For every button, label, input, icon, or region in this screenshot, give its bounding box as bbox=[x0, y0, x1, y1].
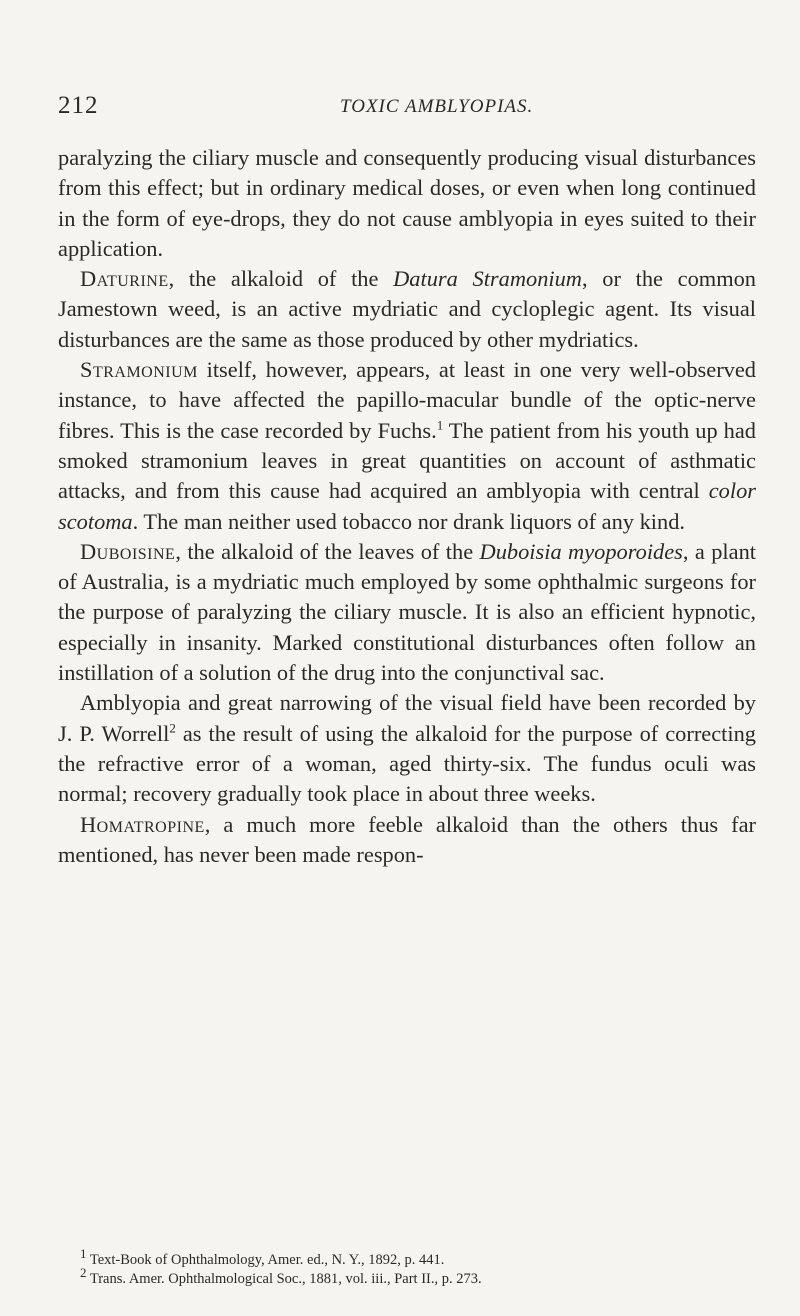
paragraph-homatropine bbox=[58, 810, 756, 871]
paragraph-text: itself, however, appears, at least in one very well-observed instance, to have affected the papillo-macular bundle of the optic-nerve fibres. This is the case recorded by Fuchs. bbox=[58, 357, 756, 443]
term-homatropine: Homatropine bbox=[80, 811, 205, 837]
footnote-mark: 2 bbox=[80, 1265, 87, 1281]
footnote-ref: 1 bbox=[436, 417, 444, 433]
page-header bbox=[58, 92, 748, 132]
paragraph-text: . The man neither used tobacco nor drank liquors of any kind. bbox=[132, 508, 686, 534]
footnote-text: Trans. Amer. Ophthalmological Soc., 1881, vol. iii., Part II., p. 273. bbox=[89, 1271, 482, 1287]
paragraph-text: , the alkaloid of the bbox=[168, 266, 394, 292]
paragraph-text: , or the common Jamestown weed, is an active mydriatic and cycloplegic agent. Its visual disturbances are the same as those produced by other mydriatics. bbox=[58, 266, 756, 352]
term-stramonium: Stramonium bbox=[80, 357, 198, 383]
paragraph-text: The patient from his youth up had smoked stramonium leaves in great quantities on account of asthmatic attacks, and from this cause had acquired an amblyopia with central bbox=[58, 417, 756, 504]
running-title: TOXIC AMBLYOPIAS. bbox=[340, 96, 534, 117]
paragraph-text: paralyzing the ciliary muscle and consequently producing visual disturbances from this effect; but in ordinary medical doses, or even when long continued in the form of eye-drops, they do not cause amblyopia in eyes suited to their application. bbox=[58, 145, 756, 261]
paragraph-text: , the alkaloid of the leaves of the bbox=[175, 538, 480, 564]
footnote-ref: 2 bbox=[169, 720, 176, 736]
footnote bbox=[58, 1265, 758, 1289]
paragraph-text: , a much more feeble alkaloid than the others thus far mentioned, has never been made respon- bbox=[58, 811, 756, 867]
footnotes bbox=[58, 1246, 758, 1289]
paragraph-duboisine bbox=[58, 537, 756, 688]
species-name: Datura Stramonium bbox=[393, 266, 582, 292]
paragraph-stramonium bbox=[58, 355, 756, 537]
term-daturine: Daturine bbox=[80, 266, 169, 292]
paragraph-worrell bbox=[58, 688, 756, 809]
species-name: Duboisia myoporoides bbox=[479, 538, 683, 564]
page-number: 212 bbox=[58, 92, 99, 119]
footnote-text: Text-Book of Ophthalmology, Amer. ed., N. Y., 1892, p. 441. bbox=[89, 1252, 445, 1268]
footnote-mark: 1 bbox=[80, 1246, 87, 1262]
paragraph-daturine bbox=[58, 264, 756, 355]
body-text bbox=[58, 143, 756, 870]
paragraph-text: as the result of using the alkaloid for the purpose of correcting the refractive error of a woman, aged thirty-six. The fundus oculi was normal; recovery gradually took place in about three weeks. bbox=[58, 720, 756, 807]
paragraph-text: Amblyopia and great narrowing of the visual field have been recorded by J. P. Worrell bbox=[58, 690, 756, 746]
paragraph-text: , a plant of Australia, is a mydriatic much employed by some ophthalmic surgeons for the purpose of paralyzing the ciliary muscle. It is also an efficient hypnotic, especially in insanity. Marked constitutional disturbances often follow an instillation of a solution of the drug into the conjunctival sac. bbox=[58, 538, 756, 686]
footnote bbox=[58, 1246, 758, 1270]
italic-term: color scotoma bbox=[58, 478, 756, 534]
paragraph bbox=[58, 143, 756, 264]
term-duboisine: Duboisine bbox=[80, 538, 176, 564]
